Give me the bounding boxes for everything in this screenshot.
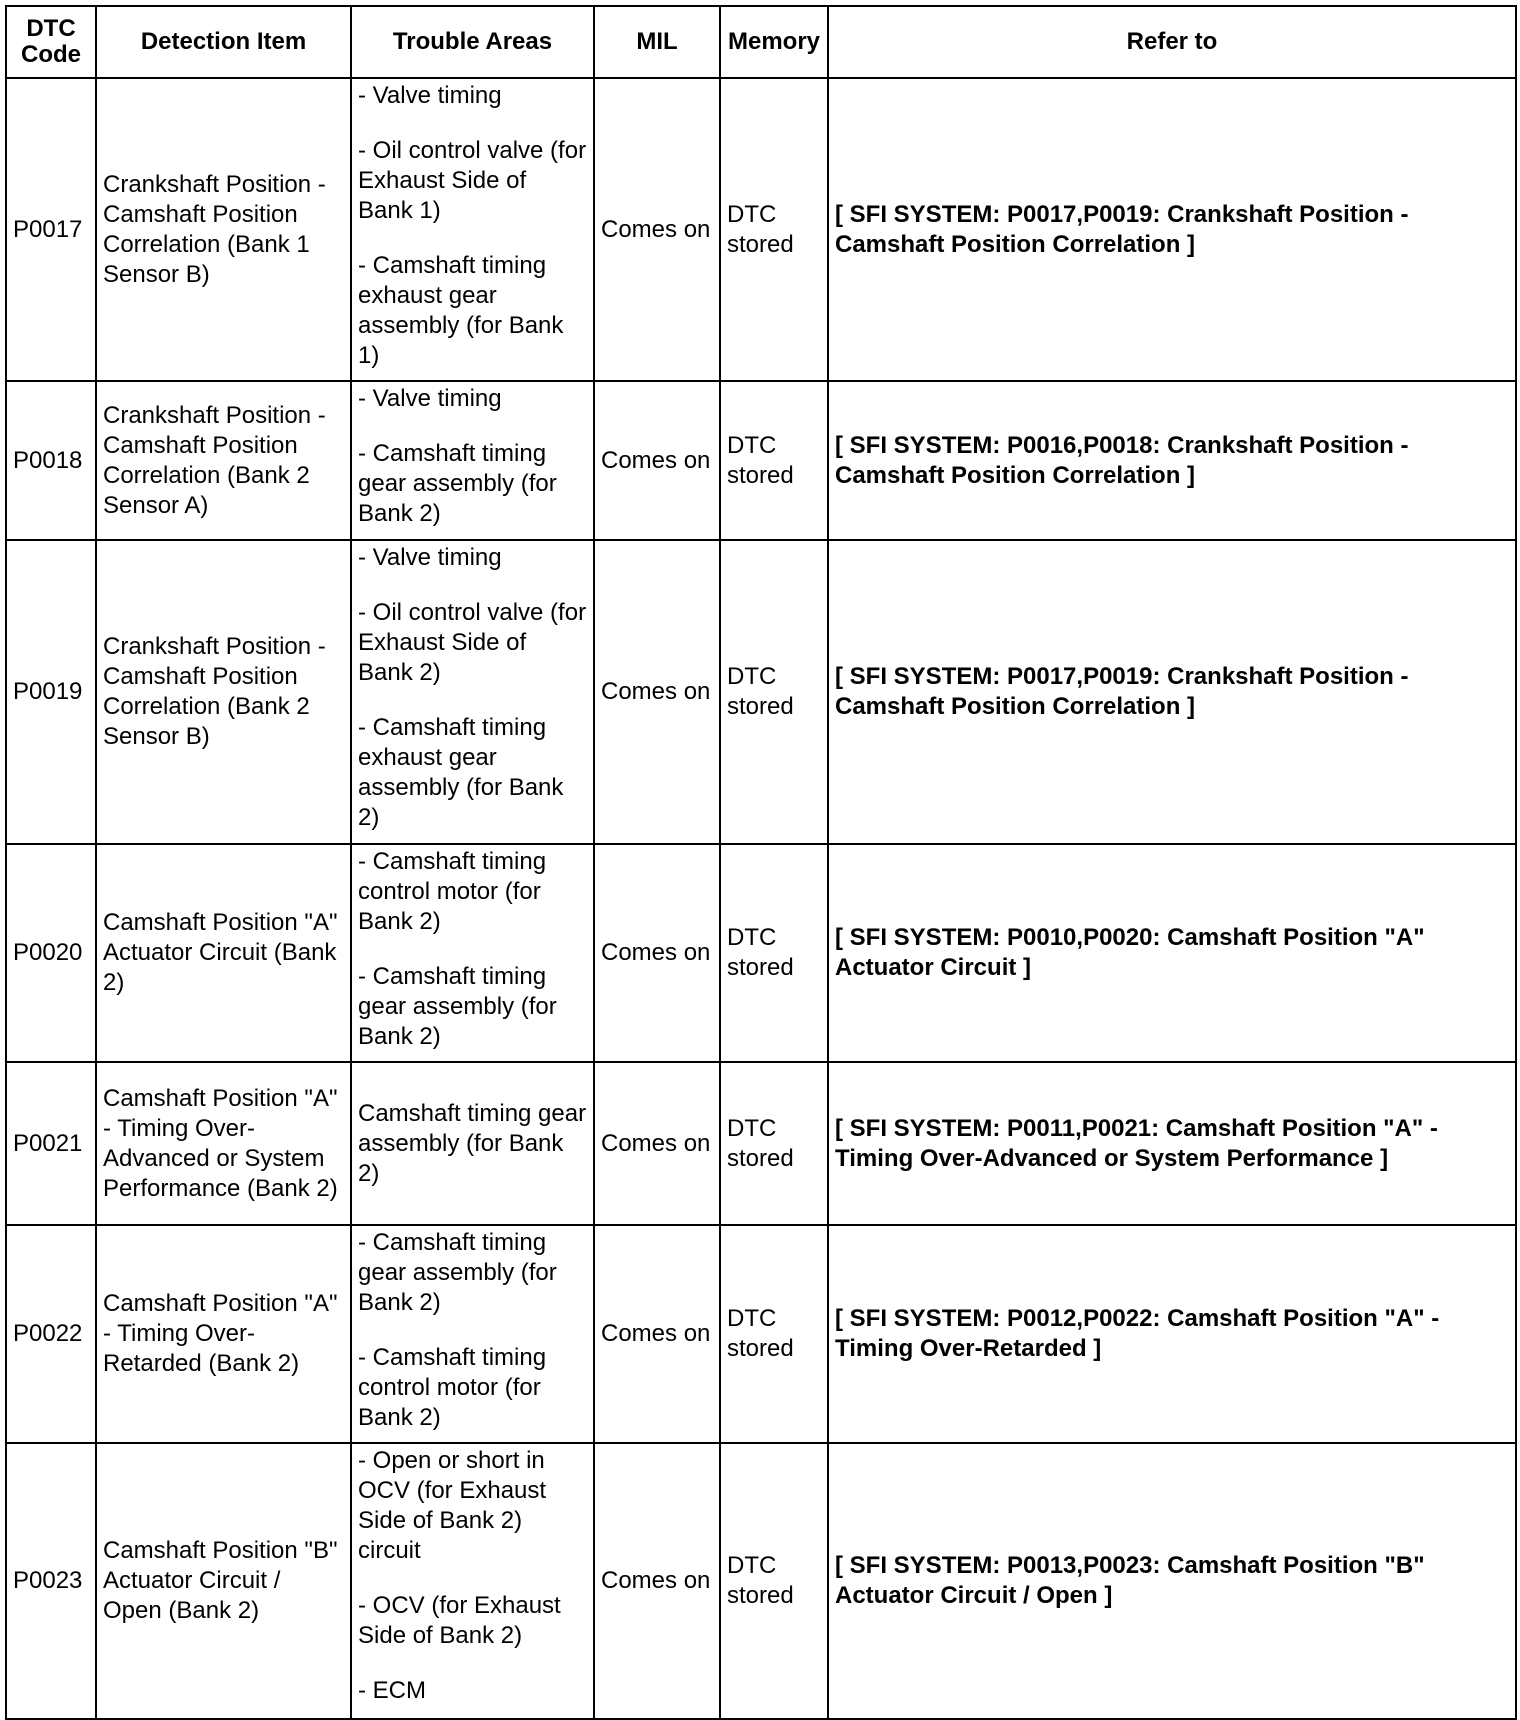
header-row [6,6,1516,78]
dtc-code-cell: P0017 [6,78,96,381]
mil-cell: Comes on [594,1062,720,1225]
dtc-code-cell: P0023 [6,1443,96,1719]
refer-to-cell: [ SFI SYSTEM: P0013,P0023: Camshaft Position "B" Actuator Circuit / Open ] [828,1443,1516,1719]
mil-cell: Comes on [594,1225,720,1443]
header-trouble-areas: Trouble Areas [351,6,594,78]
trouble-area-item: - Camshaft timing exhaust gear assembly (for Bank 1) [358,252,564,369]
trouble-area-item: - OCV (for Exhaust Side of Bank 2) [358,1592,561,1649]
trouble-area-item: - Open or short in OCV (for Exhaust Side of Bank 2) circuit [358,1447,547,1564]
memory-cell: DTC stored [720,1062,828,1225]
refer-to-cell: [ SFI SYSTEM: P0017,P0019: Crankshaft Position - Camshaft Position Correlation ] [828,78,1516,381]
mil-cell: Comes on [594,381,720,540]
dtc-table [5,5,1517,1720]
detection-item-cell: Camshaft Position "B" Actuator Circuit / Open (Bank 2) [96,1443,351,1719]
trouble-area-item: - Oil control valve (for Exhaust Side of Bank 2) [358,599,587,686]
table-row [6,78,1516,381]
table-row [6,1225,1516,1443]
trouble-area-item: - Camshaft timing control motor (for Bank 2) [358,1344,547,1431]
trouble-area-item: - Camshaft timing gear assembly (for Bank 2) [358,440,557,527]
table-row [6,381,1516,540]
dtc-code-cell: P0020 [6,844,96,1062]
trouble-area-item: - Valve timing [358,544,502,571]
header-detection-item: Detection Item [96,6,351,78]
detection-item-cell: Crankshaft Position - Camshaft Position Correlation (Bank 1 Sensor B) [96,78,351,381]
trouble-areas-cell [351,1443,594,1719]
trouble-area-item: - Camshaft timing gear assembly (for Bank 2) [358,1229,557,1316]
mil-cell: Comes on [594,540,720,844]
refer-to-cell: [ SFI SYSTEM: P0016,P0018: Crankshaft Position - Camshaft Position Correlation ] [828,381,1516,540]
dtc-code-cell: P0021 [6,1062,96,1225]
detection-item-cell: Camshaft Position "A" - Timing Over-Retarded (Bank 2) [96,1225,351,1443]
memory-cell: DTC stored [720,844,828,1062]
trouble-areas-cell [351,540,594,844]
detection-item-cell: Camshaft Position "A" - Timing Over-Advanced or System Performance (Bank 2) [96,1062,351,1225]
trouble-areas-cell [351,78,594,381]
trouble-area-item: - Camshaft timing exhaust gear assembly (for Bank 2) [358,714,564,831]
trouble-areas-cell [351,1225,594,1443]
header-dtc-code: DTC Code [6,6,96,78]
trouble-area-item: - Camshaft timing control motor (for Bank 2) [358,848,547,935]
header-memory: Memory [720,6,828,78]
mil-cell: Comes on [594,1443,720,1719]
memory-cell: DTC stored [720,381,828,540]
memory-cell: DTC stored [720,540,828,844]
dtc-code-cell: P0019 [6,540,96,844]
header-mil: MIL [594,6,720,78]
trouble-areas-cell: Camshaft timing gear assembly (for Bank 2) [351,1062,594,1225]
memory-cell: DTC stored [720,1443,828,1719]
dtc-code-cell: P0018 [6,381,96,540]
dtc-code-cell: P0022 [6,1225,96,1443]
detection-item-cell: Camshaft Position "A" Actuator Circuit (Bank 2) [96,844,351,1062]
table-row [6,844,1516,1062]
detection-item-cell: Crankshaft Position - Camshaft Position Correlation (Bank 2 Sensor B) [96,540,351,844]
trouble-areas-cell [351,844,594,1062]
trouble-area-item: - Valve timing [358,82,502,109]
trouble-area-item: - Oil control valve (for Exhaust Side of Bank 1) [358,137,587,224]
table-row [6,1443,1516,1719]
refer-to-cell: [ SFI SYSTEM: P0011,P0021: Camshaft Position "A" - Timing Over-Advanced or System Performance ] [828,1062,1516,1225]
trouble-area-item: - Camshaft timing gear assembly (for Bank 2) [358,963,557,1050]
refer-to-cell: [ SFI SYSTEM: P0010,P0020: Camshaft Position "A" Actuator Circuit ] [828,844,1516,1062]
mil-cell: Comes on [594,78,720,381]
trouble-area-item: - ECM [358,1677,426,1704]
table-row [6,540,1516,844]
memory-cell: DTC stored [720,1225,828,1443]
trouble-area-item: - Valve timing [358,385,502,412]
table-row [6,1062,1516,1225]
memory-cell: DTC stored [720,78,828,381]
refer-to-cell: [ SFI SYSTEM: P0017,P0019: Crankshaft Position - Camshaft Position Correlation ] [828,540,1516,844]
detection-item-cell: Crankshaft Position - Camshaft Position Correlation (Bank 2 Sensor A) [96,381,351,540]
header-refer-to: Refer to [828,6,1516,78]
trouble-areas-cell [351,381,594,540]
refer-to-cell: [ SFI SYSTEM: P0012,P0022: Camshaft Position "A" - Timing Over-Retarded ] [828,1225,1516,1443]
mil-cell: Comes on [594,844,720,1062]
